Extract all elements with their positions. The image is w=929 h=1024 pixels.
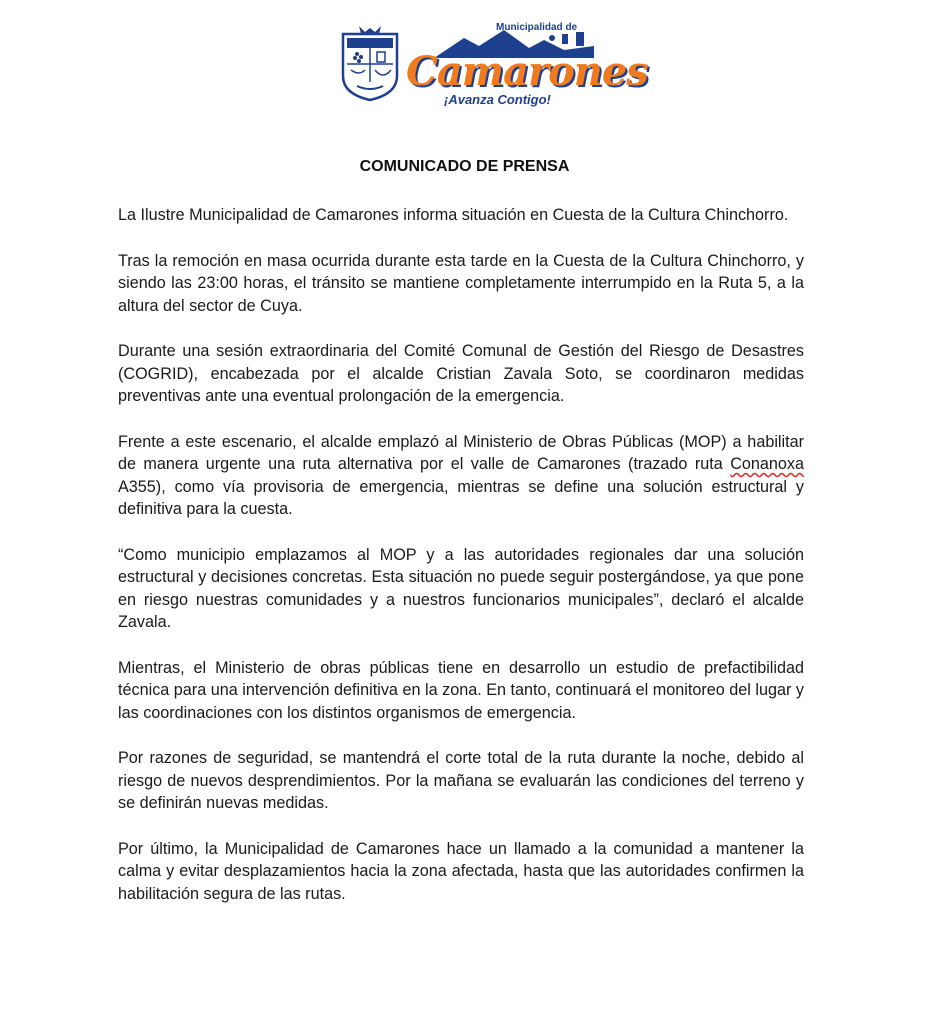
municipality-name: Camarones	[406, 48, 648, 95]
paragraph-text: A355), como vía provisoria de emergencia, mientras se define una solución estructural y definitiva para la cuesta.	[118, 477, 804, 518]
slogan: ¡Avanza Contigo!	[444, 92, 551, 107]
paragraph: Tras la remoción en masa ocurrida durante esta tarde en la Cuesta de la Cultura Chinchorro, y siendo las 23:00 horas, el tránsito se mantiene completamente interrumpido en la Ruta 5, a la altura del sector de Cuya.	[118, 251, 804, 315]
paragraph	[118, 431, 804, 521]
paragraph: Durante una sesión extraordinaria del Comité Comunal de Gestión del Riesgo de Desastres (COGRID), encabezada por el alcalde Cristian Zavala Soto, se coordinaron medidas preventivas ante una eventual prolongación de la emergencia.	[118, 342, 804, 405]
header-logos	[0, 18, 929, 108]
paragraph: “Como municipio emplazamos al MOP y a las autoridades regionales dar una solución estructural y decisiones concretas. Esta situación no puede seguir postergándose, ya que pone en riesgo nuestras comunidades y a nuestros funcionarios municipales”, declaró el alcalde Zavala.	[118, 545, 804, 631]
paragraph-text: Frente a este escenario, el alcalde emplazó al Ministerio de Obras Públicas (MOP) a habilitar de manera urgente una ruta alternativa por el valle de Camarones (trazado ruta	[118, 432, 804, 473]
paragraph: Por razones de seguridad, se mantendrá el corte total de la ruta durante la noche, debido al riesgo de nuevos desprendimientos. Por la mañana se evaluarán las condiciones del terreno y se definirán nuevas medidas.	[118, 749, 804, 812]
paragraph: Mientras, el Ministerio de obras públicas tiene en desarrollo un estudio de prefactibilidad técnica para una intervención definitiva en la zona. En tanto, continuará el monitoreo del lugar y las coordinaciones con los distintos organismos de emergencia.	[118, 658, 804, 722]
misspelled-word: Conanoxa	[730, 455, 804, 473]
municipality-small-label: Municipalidad de	[496, 22, 578, 33]
municipal-crest-icon	[339, 24, 401, 102]
document-body	[118, 204, 804, 928]
paragraph: La Ilustre Municipalidad de Camarones informa situación en Cuesta de la Cultura Chinchorro.	[118, 206, 789, 224]
camarones-brand-logo	[404, 18, 648, 113]
paragraph: Por último, la Municipalidad de Camarones hace un llamado a la comunidad a mantener la calma y evitar desplazamientos hacia la zona afectada, hasta que las autoridades confirmen la habilitación segura de las rutas.	[118, 839, 804, 903]
document-title: COMUNICADO DE PRENSA	[359, 158, 570, 175]
